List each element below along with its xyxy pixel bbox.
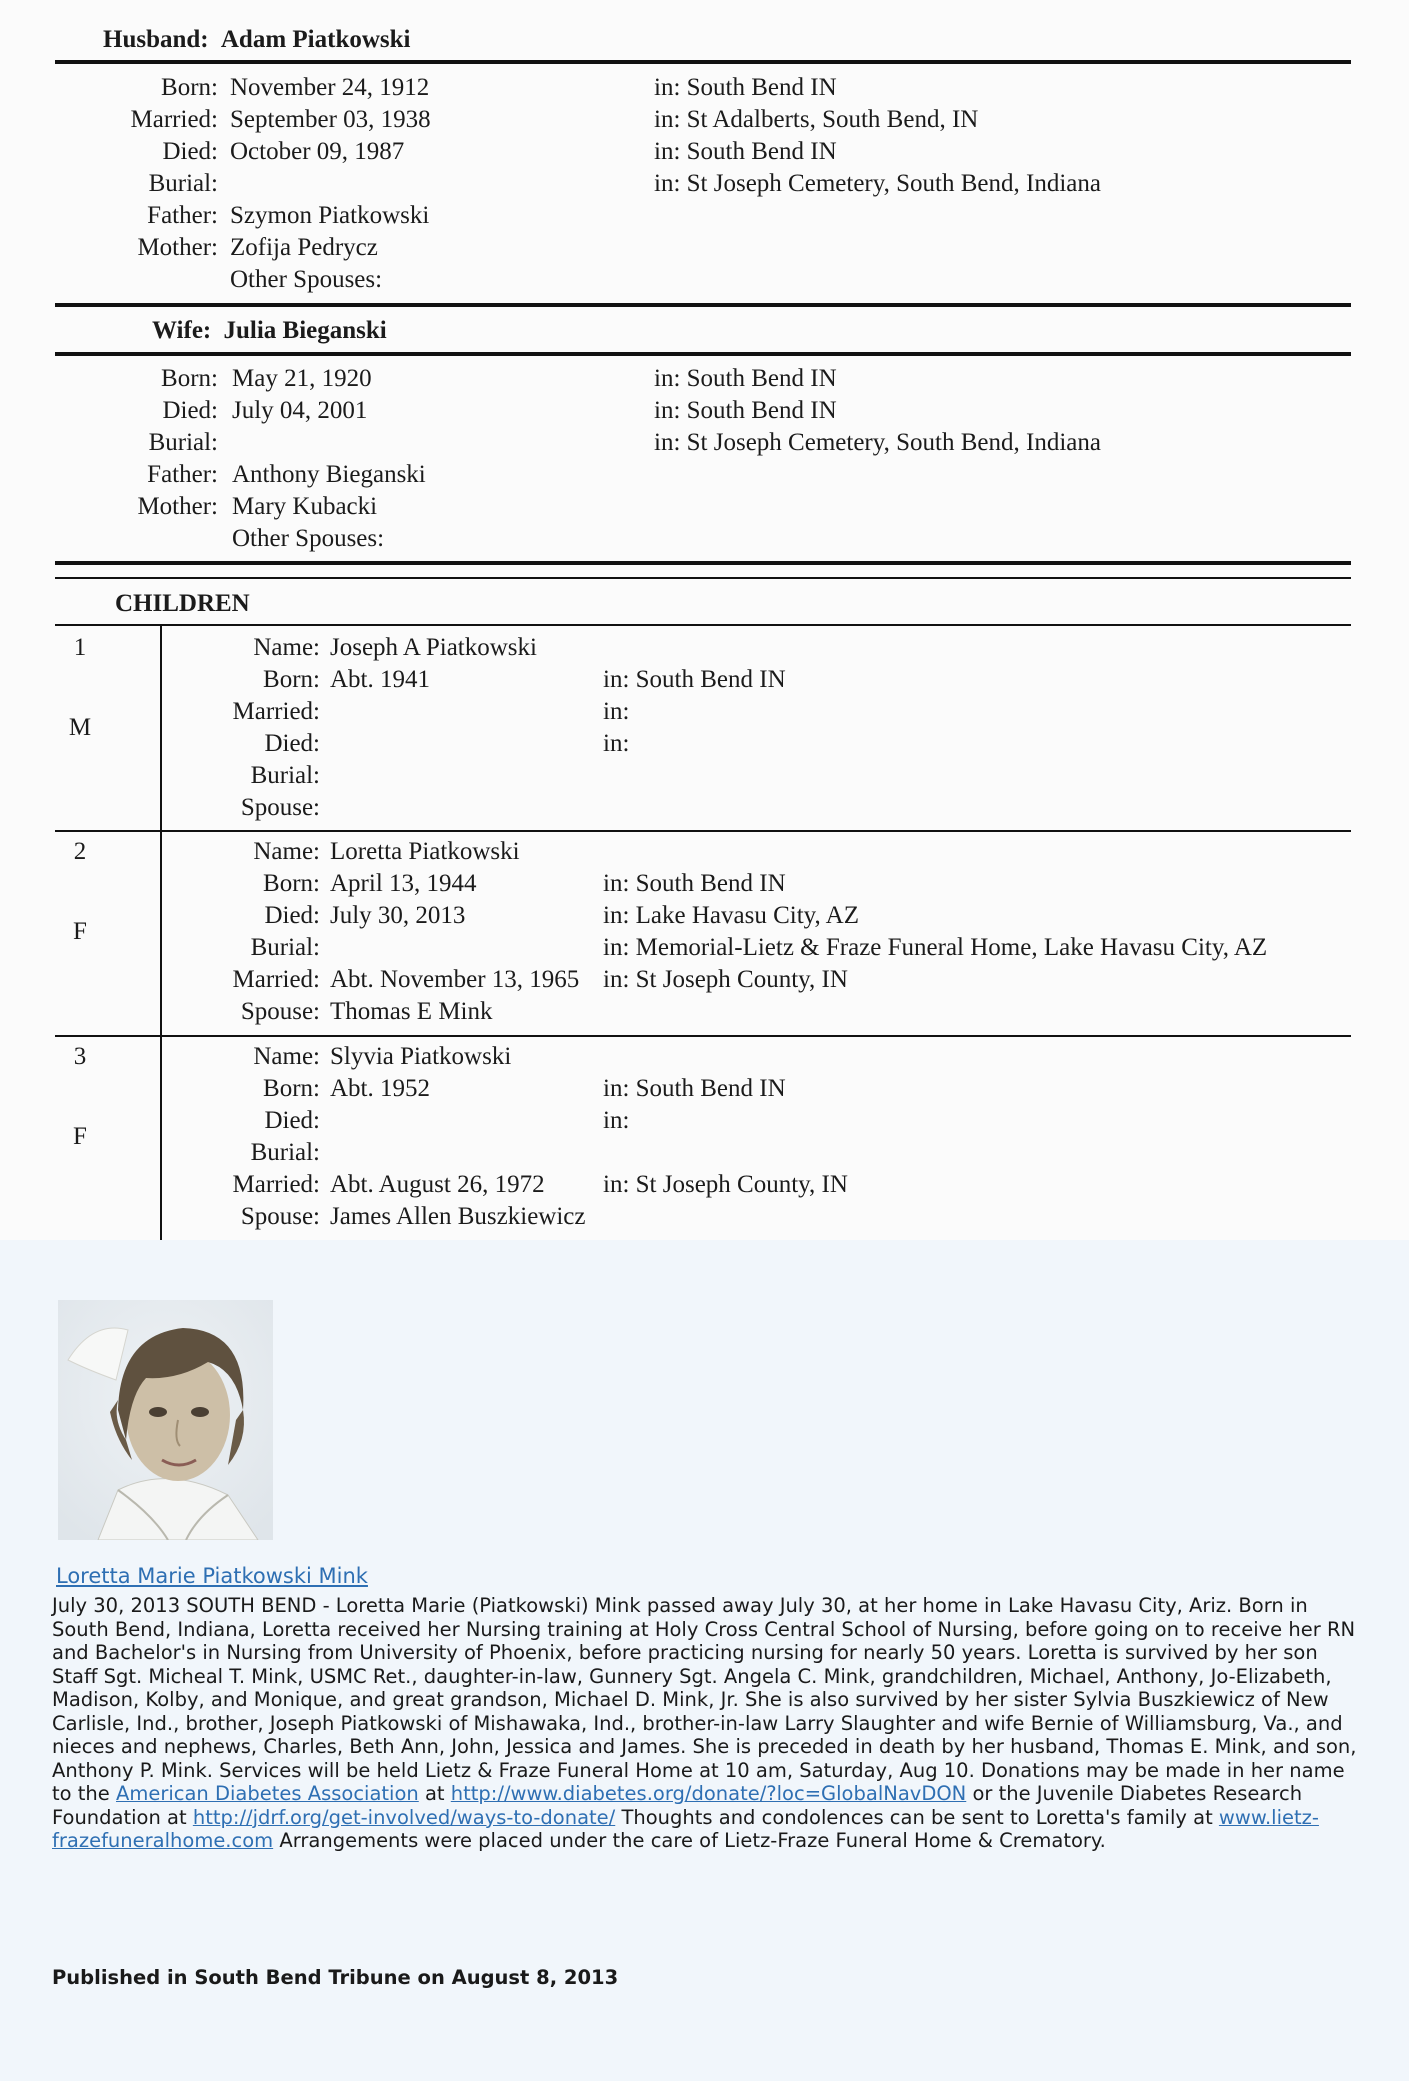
wife-heading-label: Wife: — [152, 317, 212, 344]
row-value: Anthony Bieganski — [232, 461, 426, 488]
obituary-title-link[interactable]: Loretta Marie Piatkowski Mink — [56, 1564, 368, 1588]
children-heading: CHILDREN — [115, 590, 250, 617]
other-spouses-label: Other Spouses: — [230, 266, 383, 293]
row-label: Died: — [264, 1107, 320, 1134]
row-label: Born: — [161, 74, 218, 101]
row-label: Died: — [162, 138, 218, 165]
in-label: in: — [603, 698, 630, 725]
row-value: Abt. 1952 — [330, 1075, 430, 1102]
row-label: Burial: — [148, 170, 218, 197]
row-label: Born: — [161, 365, 218, 392]
place-value: South Bend IN — [635, 1075, 786, 1102]
divider — [55, 352, 1351, 356]
obituary-paragraph: July 30, 2013 SOUTH BEND - Loretta Marie (Piatkowski) Mink passed away July 30, at her home in Lake Havasu City, Ariz. Born in South Bend, Indiana, Loretta received her Nursing training at Holy Cross Central School of Nursing, before going on to receive her RN and Bachelor's in Nursing from University of Phoenix, before practicing nursing for nearly 50 years. Loretta is survived by her son Staff Sgt. Micheal T. Mink, USMC Ret., daughter-in-law, Gunnery Sgt. Angela C. Mink, grandchildren, Michael, Anthony, Jo-Elizabeth, Madison, Kolby, and Monique, and great grandson, Michael D. Mink, Jr. She is also survived by her sister Sylvia Buszkiewicz of New Carlisle, Ind., brother, Joseph Piatkowski of Mishawaka, Ind., brother-in-law Larry Slaughter and wife Bernie of Williamsburg, Va., and nieces and nephews, Charles, Beth Ann, John, Jessica and James. She is preceded in death by her husband, Thomas E. Mink, and son, Anthony P. Mink. Services will be held Lietz & Fraze Funeral Home at 10 am, Saturday, Aug 10. Donations may be made in her name to the — [52, 1594, 1357, 1805]
row-value: James Allen Buszkiewicz — [330, 1203, 586, 1230]
row-value: Mary Kubacki — [232, 493, 378, 520]
row-label: Mother: — [137, 234, 218, 261]
place-value: South Bend IN — [686, 138, 837, 165]
row-value: Joseph A Piatkowski — [330, 634, 537, 661]
jdrf-donate-link[interactable]: http://jdrf.org/get-involved/ways-to-donate/ — [192, 1805, 616, 1829]
row-place — [603, 902, 859, 930]
portrait-photo — [58, 1300, 273, 1540]
in-label: in: — [603, 666, 630, 693]
row-value: October 09, 1987 — [230, 138, 405, 165]
divider — [55, 303, 1351, 307]
column-divider — [160, 1037, 162, 1240]
row-place — [603, 1171, 848, 1199]
place-value: St Adalberts, South Bend, IN — [686, 106, 979, 133]
place-value: Lake Havasu City, AZ — [635, 902, 859, 929]
place-value: South Bend IN — [686, 74, 837, 101]
row-place — [603, 870, 786, 898]
row-place — [654, 365, 837, 393]
row-label: Born: — [263, 1075, 320, 1102]
row-value: Abt. August 26, 1972 — [330, 1171, 545, 1198]
child-sex: F — [73, 918, 87, 945]
row-place — [603, 1075, 786, 1103]
row-place — [654, 106, 978, 134]
row-label: Born: — [263, 870, 320, 897]
obituary-text-fragment: Thoughts and condolences can be sent to Loretta's family at — [615, 1805, 1219, 1829]
row-value: July 30, 2013 — [330, 902, 466, 929]
in-label: in: — [654, 397, 681, 424]
divider — [55, 60, 1351, 64]
husband-name: Adam Piatkowski — [220, 26, 411, 53]
row-label: Married: — [232, 1171, 320, 1198]
row-label: Died: — [162, 397, 218, 424]
row-label: Father: — [147, 461, 218, 488]
row-label: Died: — [264, 730, 320, 757]
row-label: Father: — [147, 202, 218, 229]
child-number: 1 — [73, 634, 87, 661]
obituary-text-fragment: at — [418, 1782, 445, 1805]
wife-heading — [152, 317, 387, 345]
column-divider — [160, 832, 162, 1035]
in-label: in: — [603, 902, 630, 929]
row-value: November 24, 1912 — [230, 74, 430, 101]
row-label: Burial: — [148, 429, 218, 456]
divider — [55, 577, 1351, 579]
row-label: Spouse: — [240, 998, 320, 1025]
row-value: September 03, 1938 — [230, 106, 431, 133]
child-record-2 — [55, 832, 1351, 1035]
in-label: in: — [654, 106, 681, 133]
place-value: St Joseph Cemetery, South Bend, Indiana — [686, 170, 1101, 197]
child-record-1 — [55, 626, 1351, 830]
place-value: St Joseph County, IN — [635, 1171, 848, 1198]
in-label: in: — [603, 966, 630, 993]
in-label: in: — [603, 934, 630, 961]
row-label: Married: — [232, 698, 320, 725]
row-place — [654, 74, 837, 102]
diabetes-association-link[interactable]: American Diabetes Association — [115, 1782, 419, 1805]
wife-name: Julia Bieganski — [223, 317, 387, 344]
child-sex: F — [73, 1123, 87, 1150]
divider — [55, 561, 1351, 565]
publication-note: Published in South Bend Tribune on August 8, 2013 — [52, 1966, 619, 1989]
place-value: South Bend IN — [635, 666, 786, 693]
obituary-text — [52, 1594, 1357, 1853]
in-label: in: — [654, 429, 681, 456]
child-record-3 — [55, 1037, 1351, 1240]
in-label: in: — [603, 870, 630, 897]
other-spouses-label: Other Spouses: — [232, 525, 385, 552]
husband-heading-label: Husband: — [103, 26, 209, 53]
row-place — [654, 170, 1101, 198]
row-label: Name: — [253, 838, 320, 865]
in-label: in: — [654, 170, 681, 197]
obituary-text-fragment: Arrangements were placed under the care of Lietz-Fraze Funeral Home & Crematory. — [273, 1829, 1106, 1852]
place-value: South Bend IN — [686, 365, 837, 392]
place-value: St Joseph Cemetery, South Bend, Indiana — [686, 429, 1101, 456]
row-label: Burial: — [250, 1139, 320, 1166]
in-label: in: — [654, 365, 681, 392]
row-place — [603, 966, 848, 994]
row-label: Spouse: — [240, 794, 320, 821]
in-label: in: — [603, 1171, 630, 1198]
row-value: Loretta Piatkowski — [330, 838, 520, 865]
row-value: Szymon Piatkowski — [230, 202, 430, 229]
row-place — [603, 666, 786, 694]
row-label: Name: — [253, 1043, 320, 1070]
row-label: Born: — [263, 666, 320, 693]
obituary-text-fragment: or the Juvenile Diabetes Research Foundation at — [52, 1782, 1303, 1829]
row-value: Slyvia Piatkowski — [330, 1043, 512, 1070]
row-place — [603, 934, 1267, 962]
row-label: Mother: — [137, 493, 218, 520]
row-label: Burial: — [250, 934, 320, 961]
in-label: in: — [603, 1075, 630, 1102]
row-label: Spouse: — [240, 1203, 320, 1230]
place-value: South Bend IN — [686, 397, 837, 424]
row-label: Died: — [264, 902, 320, 929]
row-value: Abt. November 13, 1965 — [330, 966, 580, 993]
funeral-home-link[interactable]: www.lietz-frazefuneralhome.com — [52, 1805, 1319, 1852]
row-value: April 13, 1944 — [330, 870, 477, 897]
row-value: Abt. 1941 — [330, 666, 430, 693]
row-label: Name: — [253, 634, 320, 661]
place-value: South Bend IN — [635, 870, 786, 897]
in-label: in: — [603, 1107, 630, 1134]
row-label: Married: — [130, 106, 218, 133]
row-label: Married: — [232, 966, 320, 993]
row-value: July 04, 2001 — [232, 397, 368, 424]
row-value: Zofija Pedrycz — [230, 234, 378, 261]
in-label: in: — [603, 730, 630, 757]
child-number: 3 — [73, 1043, 87, 1070]
row-value: May 21, 1920 — [232, 365, 372, 392]
child-sex: M — [68, 714, 92, 741]
place-value: St Joseph County, IN — [635, 966, 848, 993]
row-label: Burial: — [250, 762, 320, 789]
column-divider — [160, 626, 162, 830]
row-place — [654, 397, 837, 425]
in-label: in: — [654, 138, 681, 165]
row-value: Thomas E Mink — [330, 998, 493, 1025]
row-place — [654, 429, 1101, 457]
diabetes-donate-link[interactable]: http://www.diabetes.org/donate/?loc=GlobalNavDON — [450, 1782, 967, 1805]
in-label: in: — [654, 74, 681, 101]
place-value: Memorial-Lietz & Fraze Funeral Home, Lake Havasu City, AZ — [635, 934, 1268, 961]
husband-heading — [103, 26, 411, 54]
child-number: 2 — [73, 838, 87, 865]
row-place — [654, 138, 837, 166]
